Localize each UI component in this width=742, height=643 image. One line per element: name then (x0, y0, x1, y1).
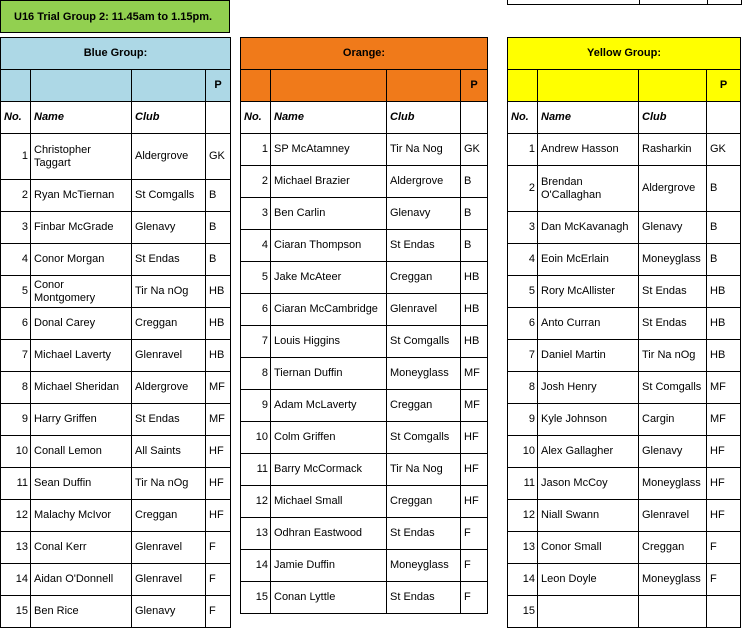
player-name: Conan Lyttle (271, 582, 387, 614)
player-position: HF (461, 422, 488, 454)
position-column-header (206, 102, 231, 134)
player-row (508, 564, 741, 596)
player-number: 3 (508, 212, 538, 244)
player-row (508, 340, 741, 372)
player-name: Barry McCormack (271, 454, 387, 486)
player-row (241, 390, 488, 422)
player-position: F (206, 564, 231, 596)
player-club: Aldergrove (387, 166, 461, 198)
player-position: HF (707, 500, 741, 532)
player-number: 3 (1, 212, 31, 244)
name-header: Name (31, 102, 132, 134)
player-row (241, 198, 488, 230)
player-name: Rory McAllister (538, 276, 639, 308)
player-club: Tir Na nOg (132, 468, 206, 500)
player-name: Conor Small (538, 532, 639, 564)
player-name: Jake McAteer (271, 262, 387, 294)
player-club: All Saints (132, 436, 206, 468)
player-position: B (206, 244, 231, 276)
player-position: F (206, 596, 231, 628)
player-club: Aldergrove (639, 166, 707, 212)
player-row (241, 518, 488, 550)
color-cell (271, 70, 387, 102)
player-position: HF (206, 468, 231, 500)
player-number: 1 (508, 134, 538, 166)
player-row (241, 134, 488, 166)
player-name: Michael Brazier (271, 166, 387, 198)
player-number: 1 (1, 134, 31, 180)
yellow-group-table (507, 37, 741, 628)
player-number: 6 (1, 308, 31, 340)
player-club: Glenavy (639, 212, 707, 244)
player-position: HF (461, 454, 488, 486)
player-number: 15 (1, 596, 31, 628)
player-name: Ciaran Thompson (271, 230, 387, 262)
player-position: HF (707, 468, 741, 500)
player-row (508, 436, 741, 468)
player-position: HB (461, 262, 488, 294)
player-name: Michael Laverty (31, 340, 132, 372)
player-club: Glenavy (132, 596, 206, 628)
player-number: 14 (508, 564, 538, 596)
club-header: Club (132, 102, 206, 134)
player-row (508, 404, 741, 436)
player-number: 5 (508, 276, 538, 308)
player-row (508, 276, 741, 308)
trial-group-banner: U16 Trial Group 2: 11.45am to 1.15pm. (0, 0, 230, 33)
position-header: P (206, 70, 231, 102)
player-club: St Endas (387, 518, 461, 550)
player-row (1, 276, 231, 308)
player-club: Creggan (387, 262, 461, 294)
player-row (241, 582, 488, 614)
number-header: No. (508, 102, 538, 134)
player-number: 4 (1, 244, 31, 276)
number-header: No. (1, 102, 31, 134)
player-position: B (461, 166, 488, 198)
player-name: Alex Gallagher (538, 436, 639, 468)
number-header: No. (241, 102, 271, 134)
position-column-header (461, 102, 488, 134)
player-row (1, 436, 231, 468)
player-row (241, 230, 488, 262)
player-club: St Endas (387, 230, 461, 262)
player-club: Moneyglass (639, 564, 707, 596)
blue-group-table (0, 37, 231, 628)
player-number: 11 (508, 468, 538, 500)
player-name: Jason McCoy (538, 468, 639, 500)
player-position: B (707, 244, 741, 276)
player-name: Dan McKavanagh (538, 212, 639, 244)
player-name: Ciaran McCambridge (271, 294, 387, 326)
player-position: F (206, 532, 231, 564)
player-number: 15 (241, 582, 271, 614)
player-name: Colm Griffen (271, 422, 387, 454)
player-number: 10 (241, 422, 271, 454)
player-club: Moneyglass (387, 550, 461, 582)
player-row (1, 596, 231, 628)
player-row (508, 468, 741, 500)
player-row (241, 358, 488, 390)
yellow-roster (507, 37, 741, 628)
player-row (508, 500, 741, 532)
player-position: MF (206, 372, 231, 404)
player-position: B (461, 230, 488, 262)
player-name: Conor Morgan (31, 244, 132, 276)
player-number: 14 (241, 550, 271, 582)
player-row (1, 532, 231, 564)
player-row (1, 340, 231, 372)
player-name: Donal Carey (31, 308, 132, 340)
position-column-header (707, 102, 741, 134)
player-row (1, 244, 231, 276)
player-row (241, 294, 488, 326)
club-header: Club (639, 102, 707, 134)
player-name: Eoin McErlain (538, 244, 639, 276)
player-position: B (707, 166, 741, 212)
player-number: 5 (241, 262, 271, 294)
player-club: Aldergrove (132, 372, 206, 404)
player-number: 7 (1, 340, 31, 372)
player-club: St Comgalls (387, 422, 461, 454)
player-name: Adam McLaverty (271, 390, 387, 422)
player-number: 8 (241, 358, 271, 390)
player-position: GK (461, 134, 488, 166)
player-position: HF (461, 486, 488, 518)
player-position: HF (206, 500, 231, 532)
color-cell (387, 70, 461, 102)
player-row (508, 372, 741, 404)
player-club: Tir Na Nog (387, 454, 461, 486)
player-name: Harry Griffen (31, 404, 132, 436)
player-club: Tir Na nOg (639, 340, 707, 372)
player-club: Moneyglass (639, 244, 707, 276)
group-title: Yellow Group: (508, 38, 741, 70)
player-position: F (461, 550, 488, 582)
player-position: GK (206, 134, 231, 180)
player-position: HB (206, 276, 231, 308)
player-club: St Endas (387, 582, 461, 614)
color-cell (241, 70, 271, 102)
blue-roster (0, 37, 231, 628)
player-position: GK (707, 134, 741, 166)
player-name: Michael Small (271, 486, 387, 518)
player-number: 7 (241, 326, 271, 358)
column-header-row (241, 102, 488, 134)
player-club: Glenavy (387, 198, 461, 230)
column-header-row (508, 102, 741, 134)
player-club: Glenravel (387, 294, 461, 326)
player-position: B (206, 212, 231, 244)
player-club: Cargin (639, 404, 707, 436)
player-name: Christopher Taggart (31, 134, 132, 180)
player-position: MF (206, 404, 231, 436)
position-header: P (461, 70, 488, 102)
player-club: Aldergrove (132, 134, 206, 180)
player-position: F (707, 564, 741, 596)
player-club: Glenravel (132, 532, 206, 564)
player-name: SP McAtamney (271, 134, 387, 166)
player-row (508, 134, 741, 166)
player-number: 8 (508, 372, 538, 404)
player-row (508, 212, 741, 244)
player-number: 9 (508, 404, 538, 436)
player-name: Tiernan Duffin (271, 358, 387, 390)
player-number: 8 (1, 372, 31, 404)
player-club: St Endas (639, 308, 707, 340)
color-cell (31, 70, 132, 102)
player-row (241, 550, 488, 582)
player-row (241, 454, 488, 486)
player-name: Brendan O'Callaghan (538, 166, 639, 212)
player-row (241, 326, 488, 358)
player-position: HB (461, 326, 488, 358)
player-name: Ryan McTiernan (31, 180, 132, 212)
player-club: Glenravel (132, 564, 206, 596)
player-position: B (461, 198, 488, 230)
player-name: Kyle Johnson (538, 404, 639, 436)
player-club: Creggan (387, 390, 461, 422)
player-row (508, 532, 741, 564)
group-title: Blue Group: (1, 38, 231, 70)
color-cell (538, 70, 639, 102)
player-club: Creggan (639, 532, 707, 564)
column-header-row (1, 102, 231, 134)
player-club: Tir Na Nog (387, 134, 461, 166)
player-row (1, 134, 231, 180)
color-cell (639, 70, 707, 102)
player-number: 2 (241, 166, 271, 198)
position-header: P (707, 70, 741, 102)
player-club: St Comgalls (639, 372, 707, 404)
club-header: Club (387, 102, 461, 134)
player-row (241, 166, 488, 198)
player-position (707, 596, 741, 628)
player-club: Tir Na nOg (132, 276, 206, 308)
player-club: Creggan (387, 486, 461, 518)
player-row (241, 422, 488, 454)
player-number: 11 (1, 468, 31, 500)
name-header: Name (271, 102, 387, 134)
player-number: 9 (1, 404, 31, 436)
player-name: Sean Duffin (31, 468, 132, 500)
player-club: St Endas (132, 244, 206, 276)
player-position: HB (707, 340, 741, 372)
player-row (508, 596, 741, 628)
group-color-bar (1, 70, 231, 102)
player-number: 13 (241, 518, 271, 550)
player-row (241, 262, 488, 294)
player-name: Odhran Eastwood (271, 518, 387, 550)
player-row (1, 372, 231, 404)
player-position: B (206, 180, 231, 212)
player-position: HB (206, 340, 231, 372)
player-position: HB (707, 276, 741, 308)
player-number: 10 (508, 436, 538, 468)
player-number: 13 (1, 532, 31, 564)
player-name: Ben Carlin (271, 198, 387, 230)
player-number: 15 (508, 596, 538, 628)
player-number: 6 (508, 308, 538, 340)
player-club: St Comgalls (387, 326, 461, 358)
player-name: Jamie Duffin (271, 550, 387, 582)
player-name: Malachy McIvor (31, 500, 132, 532)
player-number: 9 (241, 390, 271, 422)
player-number: 13 (508, 532, 538, 564)
orange-roster (240, 37, 488, 614)
player-number: 12 (508, 500, 538, 532)
player-club (639, 596, 707, 628)
player-name: Finbar McGrade (31, 212, 132, 244)
player-number: 2 (1, 180, 31, 212)
player-club: St Endas (639, 276, 707, 308)
color-cell (1, 70, 31, 102)
player-number: 1 (241, 134, 271, 166)
player-row (1, 308, 231, 340)
player-number: 3 (241, 198, 271, 230)
player-number: 6 (241, 294, 271, 326)
player-name: Ben Rice (31, 596, 132, 628)
player-row (1, 212, 231, 244)
player-position: HB (461, 294, 488, 326)
player-number: 4 (241, 230, 271, 262)
group-color-bar (241, 70, 488, 102)
player-row (1, 500, 231, 532)
player-position: B (707, 212, 741, 244)
player-number: 5 (1, 276, 31, 308)
player-name: Louis Higgins (271, 326, 387, 358)
top-grid-stub (507, 0, 742, 5)
player-position: HF (707, 436, 741, 468)
player-number: 7 (508, 340, 538, 372)
player-row (508, 166, 741, 212)
player-name: Andrew Hasson (538, 134, 639, 166)
player-position: MF (461, 390, 488, 422)
player-name (538, 596, 639, 628)
player-club: Glenavy (639, 436, 707, 468)
player-club: St Comgalls (132, 180, 206, 212)
player-name: Conal Kerr (31, 532, 132, 564)
player-position: F (461, 582, 488, 614)
player-row (241, 486, 488, 518)
player-club: Creggan (132, 500, 206, 532)
player-row (1, 404, 231, 436)
player-name: Niall Swann (538, 500, 639, 532)
player-number: 4 (508, 244, 538, 276)
orange-group-table (240, 37, 488, 614)
player-row (508, 308, 741, 340)
player-name: Conor Montgomery (31, 276, 132, 308)
player-row (1, 468, 231, 500)
player-position: HB (707, 308, 741, 340)
player-position: MF (461, 358, 488, 390)
player-club: Rasharkin (639, 134, 707, 166)
player-club: Creggan (132, 308, 206, 340)
player-name: Michael Sheridan (31, 372, 132, 404)
player-club: Glenravel (132, 340, 206, 372)
group-color-bar (508, 70, 741, 102)
player-name: Leon Doyle (538, 564, 639, 596)
player-club: Moneyglass (639, 468, 707, 500)
player-row (1, 564, 231, 596)
player-club: Glenavy (132, 212, 206, 244)
player-number: 10 (1, 436, 31, 468)
player-name: Anto Curran (538, 308, 639, 340)
player-club: Glenravel (639, 500, 707, 532)
player-name: Aidan O'Donnell (31, 564, 132, 596)
color-cell (132, 70, 206, 102)
player-number: 11 (241, 454, 271, 486)
player-club: Moneyglass (387, 358, 461, 390)
player-club: St Endas (132, 404, 206, 436)
player-position: HF (206, 436, 231, 468)
player-position: F (707, 532, 741, 564)
player-row (1, 180, 231, 212)
player-number: 12 (241, 486, 271, 518)
player-position: MF (707, 404, 741, 436)
player-name: Daniel Martin (538, 340, 639, 372)
player-name: Josh Henry (538, 372, 639, 404)
player-number: 12 (1, 500, 31, 532)
name-header: Name (538, 102, 639, 134)
player-position: F (461, 518, 488, 550)
group-title: Orange: (241, 38, 488, 70)
player-row (508, 244, 741, 276)
player-position: HB (206, 308, 231, 340)
player-number: 2 (508, 166, 538, 212)
player-position: MF (707, 372, 741, 404)
player-number: 14 (1, 564, 31, 596)
color-cell (508, 70, 538, 102)
player-name: Conall Lemon (31, 436, 132, 468)
